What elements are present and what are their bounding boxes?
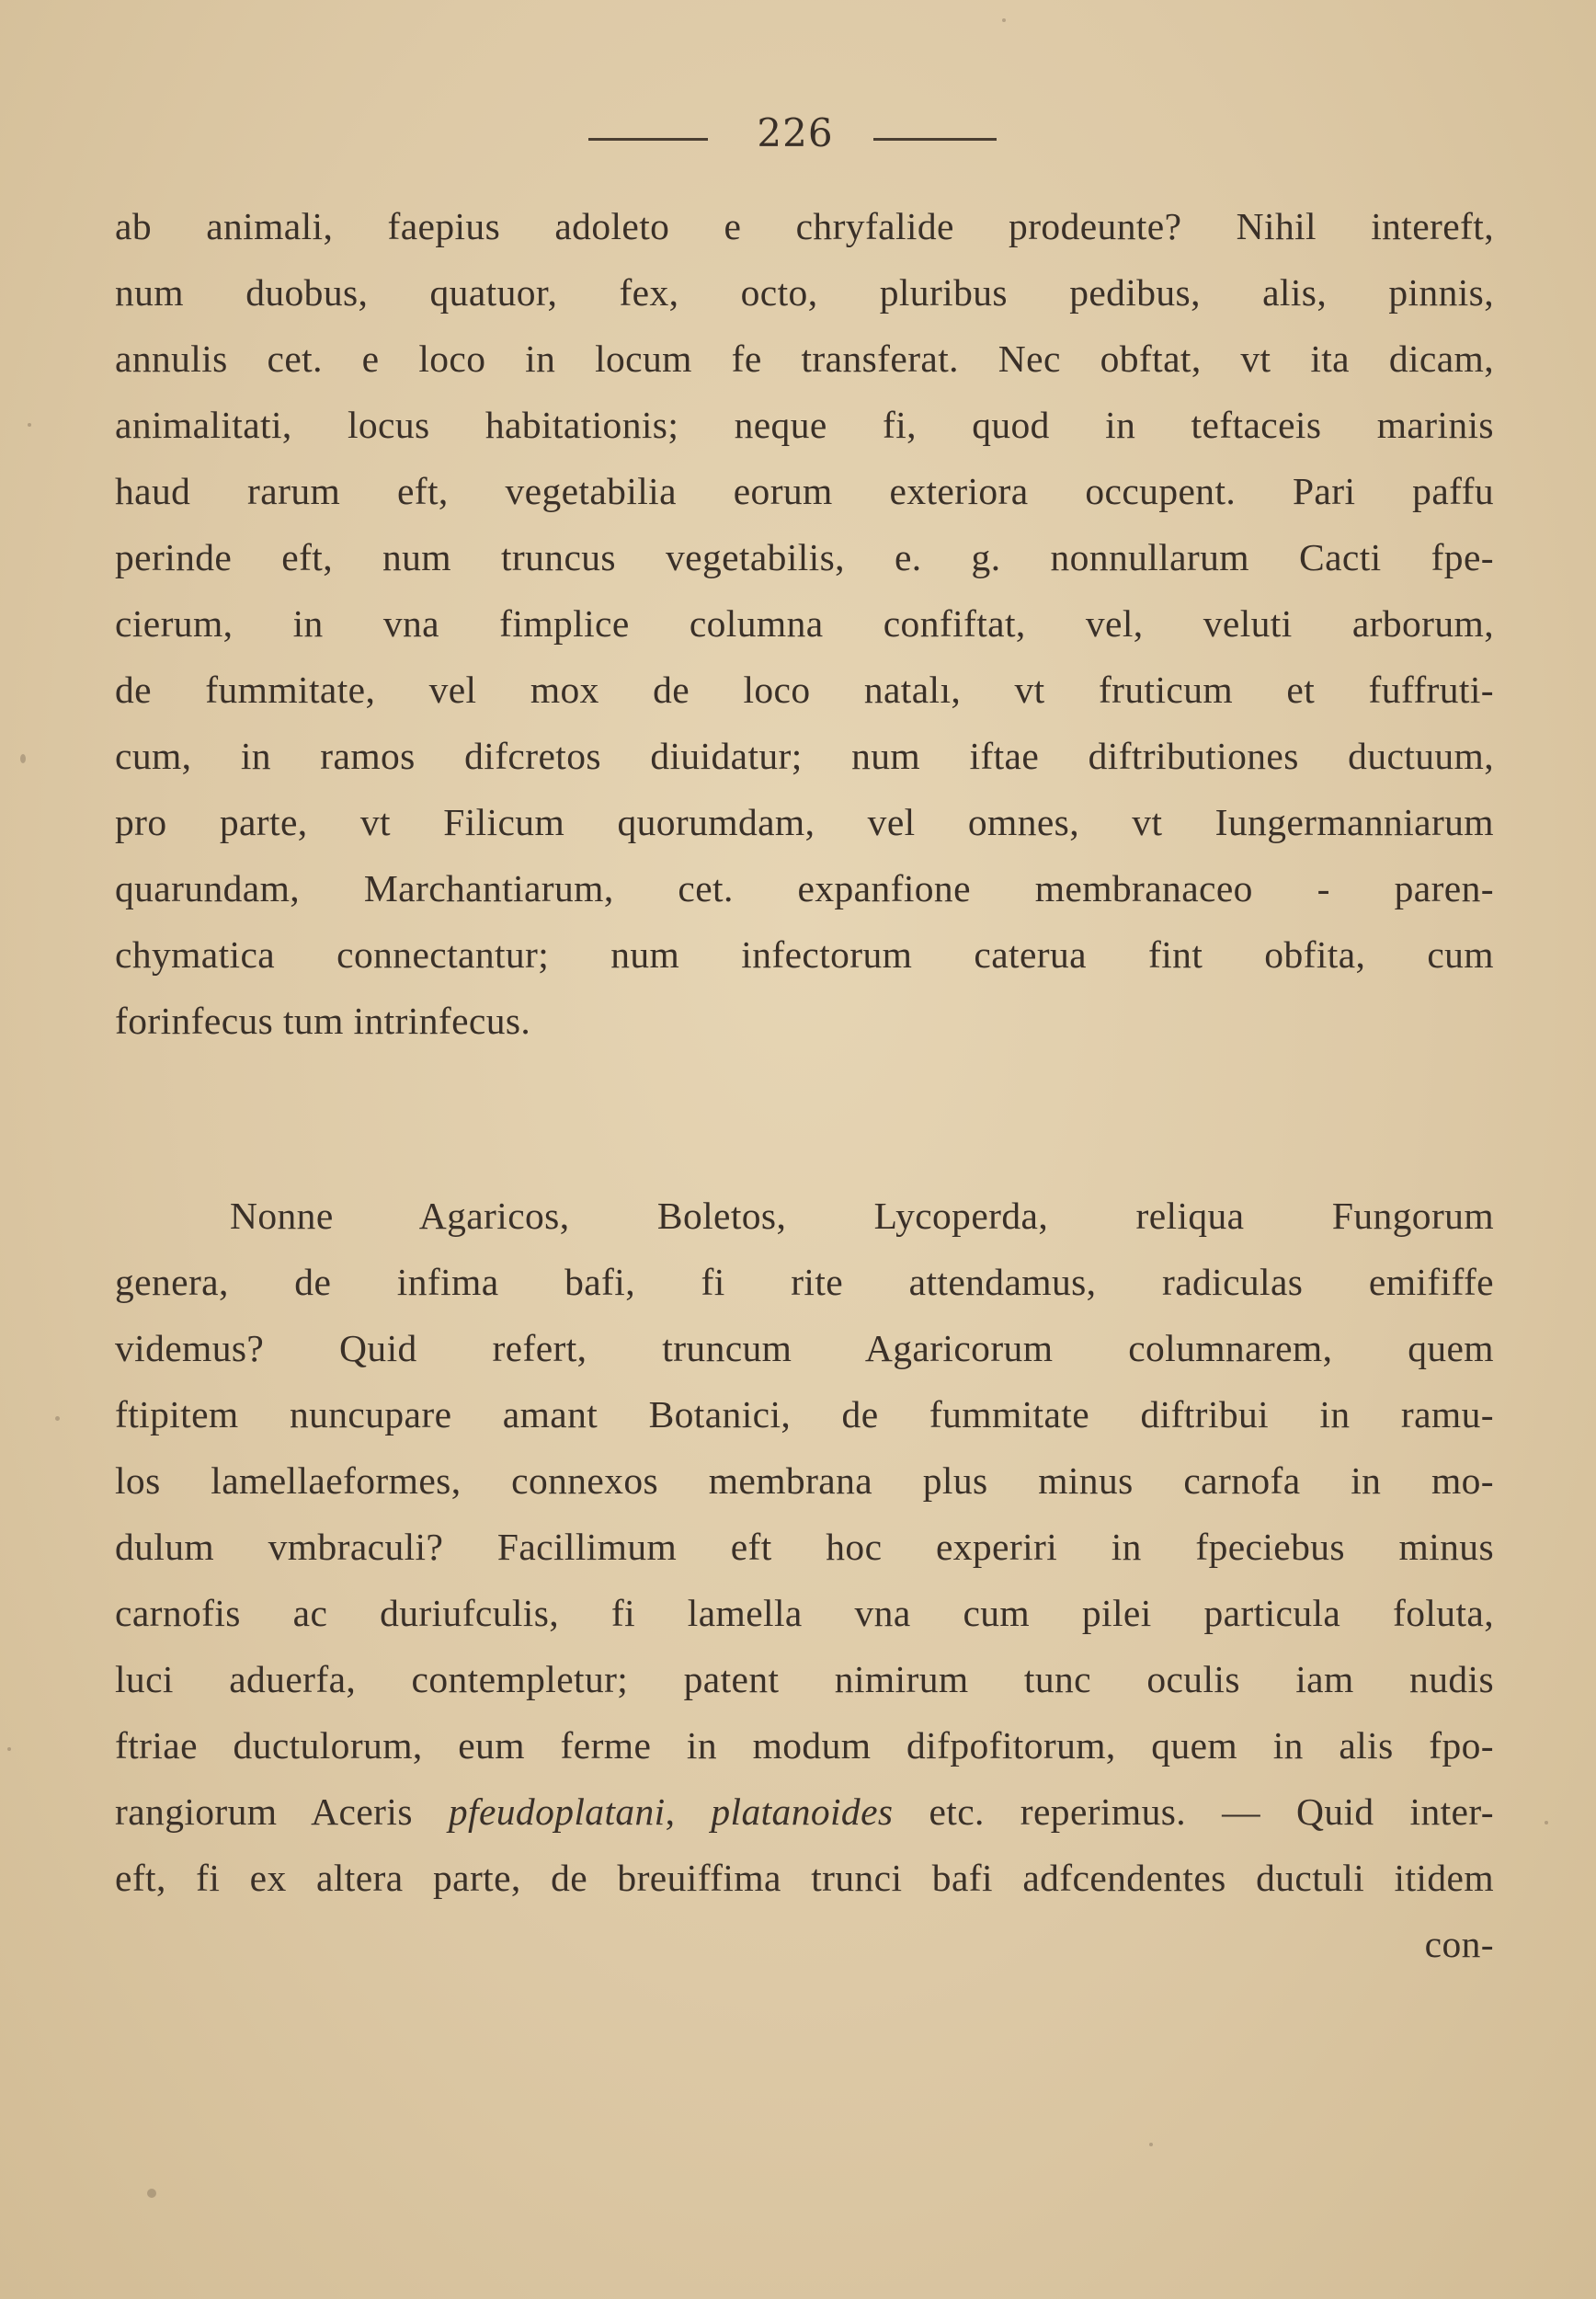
header-rule-left (588, 138, 708, 141)
text-line: ftriae ductulorum, eum ferme in modum difpofitorum, quem in alis fpo- (115, 1724, 1494, 1767)
paragraph-1 (115, 193, 1494, 1054)
text-line: quarundam, Marchantiarum, cet. expanfione membranaceo - paren- (115, 867, 1494, 909)
text-line: perinde eft, num truncus vegetabilis, e. g. nonnullarum Cacti fpe- (115, 536, 1494, 578)
text-line: de fummitate, vel mox de loco natalı, vt fruticum et fuffruti- (115, 669, 1494, 711)
header-rule-right (873, 138, 997, 141)
text-line: pro parte, vt Filicum quorumdam, vel omnes, vt Iungermanniarum (115, 801, 1494, 843)
text-line: cierum, in vna fimplice columna confiftat, vel, veluti arborum, (115, 602, 1494, 645)
speck (7, 1747, 11, 1751)
page-number: 226 (757, 110, 834, 155)
text-line: videmus? Quid refert, truncum Agaricorum columnarem, quem (115, 1327, 1494, 1369)
speck (55, 1416, 60, 1421)
italic-species-name: platanoides (711, 1790, 894, 1833)
text-line: dulum vmbraculi? Facillimum eft hoc experiri in fpeciebus minus (115, 1526, 1494, 1568)
speck (1545, 1821, 1548, 1824)
text-line: num duobus, quatuor, fex, octo, pluribus pedibus, alis, pinnis, (115, 271, 1494, 314)
text-line: ftipitem nuncupare amant Botanici, de fummitate diftribui in ramu- (115, 1393, 1494, 1435)
text-segment: , (665, 1790, 712, 1833)
speck (28, 423, 31, 427)
text-line: genera, de infima bafi, fi rite attendamus, radiculas emififfe (115, 1261, 1494, 1303)
page-header (0, 109, 1596, 164)
text-line: annulis cet. e loco in locum fe transferat. Nec obftat, vt ita dicam, (115, 337, 1494, 380)
text-line: ab animali, faepius adoleto e chryfalide prodeunte? Nihil intereft, (115, 205, 1494, 247)
text-segment: rangiorum Aceris (115, 1790, 449, 1833)
text-line: Nonne Agaricos, Boletos, Lycoperda, reliqua Fungorum (230, 1195, 1494, 1237)
text-segment: etc. reperimus. — Quid inter- (893, 1790, 1494, 1833)
text-line: eft, fi ex altera parte, de breuiffima trunci bafi adfcendentes ductuli itidem (115, 1857, 1494, 1899)
text-line: carnofis ac duriufculis, fi lamella vna cum pilei particula foluta, (115, 1592, 1494, 1634)
text-line: los lamellaeformes, connexos membrana plus minus carnofa in mo- (115, 1459, 1494, 1502)
text-line: haud rarum eft, vegetabilia eorum exteriora occupent. Pari paffu (115, 470, 1494, 512)
italic-species-name: pfeudoplatani (448, 1790, 666, 1833)
text-line: animalitati, locus habitationis; neque fi, quod in teftaceis marinis (115, 404, 1494, 446)
paragraph-2 (115, 1183, 1494, 1977)
speck (1002, 18, 1006, 22)
text-line: luci aduerfa, contempletur; patent nimirum tunc oculis iam nudis (115, 1658, 1494, 1700)
speck (147, 2189, 156, 2198)
text-line (115, 1779, 1494, 1845)
speck (20, 754, 26, 763)
text-line: cum, in ramos difcretos diuidatur; num iftae diftributiones ductuum, (115, 735, 1494, 777)
speck (1149, 2143, 1153, 2146)
text-line: chymatica connectantur; num infectorum caterua fint obfita, cum (115, 933, 1494, 976)
catchword: con- (1424, 1923, 1494, 1965)
text-line: forinfecus tum intrinfecus. (115, 1000, 531, 1042)
